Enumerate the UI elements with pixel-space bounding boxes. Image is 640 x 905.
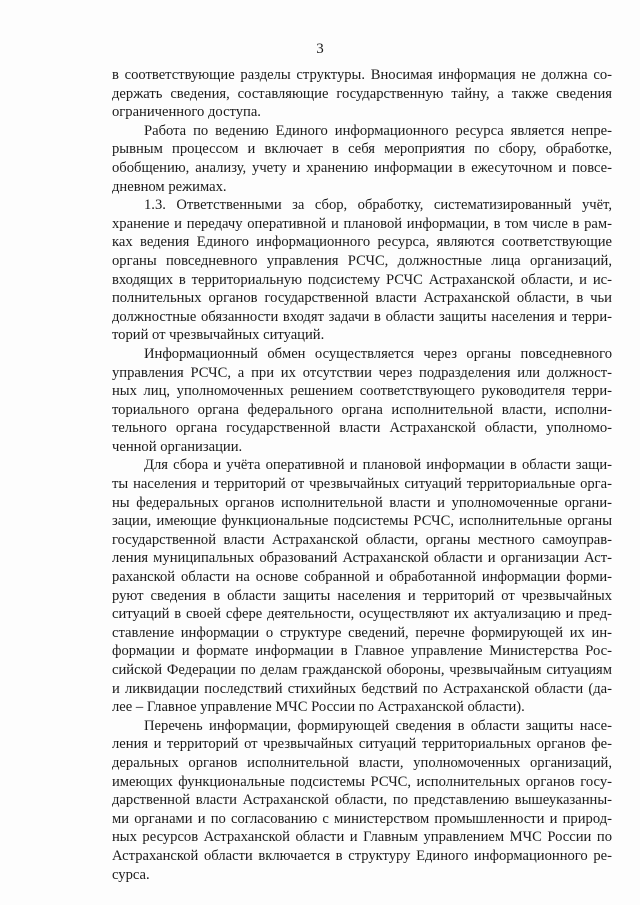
text-line: ных лиц, уполномоченных решением соответствующего руководителя терри- xyxy=(112,383,612,400)
text-line: дневном режимах. xyxy=(112,178,227,195)
text-line: обобщению, анализу, учету и хранению информации в ежесуточном и повсе- xyxy=(112,159,612,176)
paragraph xyxy=(112,456,612,716)
paragraph xyxy=(112,196,612,345)
text-line: имеющих функциональные подсистемы РСЧС, исполнительных органов госу- xyxy=(112,773,612,790)
document-body xyxy=(112,66,612,884)
text-line: тельного органа государственной власти Астраханской области, уполномо- xyxy=(112,420,612,437)
text-line: должностные обязанности входят задачи в области защиты населения и терри- xyxy=(112,308,612,325)
text-line: государственной власти Астраханской области, органы местного самоуправ- xyxy=(112,531,612,548)
text-line: деральных органов исполнительной власти, уполномоченных организаций, xyxy=(112,754,612,771)
text-line: рывным процессом и включает в себя мероприятия по сбору, обработке, xyxy=(112,141,612,158)
text-line: Перечень информации, формирующей сведения в области защиты насе- xyxy=(144,717,612,734)
paragraph xyxy=(112,717,612,884)
text-line: 1.3. Ответственными за сбор, обработку, систематизированный учёт, xyxy=(144,197,612,214)
text-line: органы повседневного управления РСЧС, должностные лица организаций, xyxy=(112,252,612,269)
text-line: ториального органа федерального органа исполнительной власти, исполни- xyxy=(112,401,612,418)
text-line: входящих в территориальную подсистему РСЧС Астраханской области, и ис- xyxy=(112,271,612,288)
text-line: дарственной власти Астраханской области, по представлению вышеуказанны- xyxy=(112,792,612,809)
paragraph xyxy=(112,122,612,196)
text-line: формации и формате информации в Главное управление Министерства Рос- xyxy=(112,643,612,660)
paragraph xyxy=(112,66,612,122)
text-line: руют сведения в области защиты населения и территорий от чрезвычайных xyxy=(112,587,612,604)
text-line: торий от чрезвычайных ситуаций. xyxy=(112,327,325,344)
text-line: ления и территорий от чрезвычайных ситуаций территориальных органов фе- xyxy=(112,736,612,753)
text-line: сийской Федерации по делам гражданской обороны, чрезвычайным ситуациям xyxy=(112,662,612,678)
text-line: лее – Главное управление МЧС России по Астраханской области). xyxy=(112,699,525,716)
text-line: зации, имеющие функциональные подсистемы РСЧС, исполнительные органы xyxy=(112,513,612,530)
text-line: ках ведения Единого информационного ресурса, являются соответствующие xyxy=(112,234,612,251)
text-line: ты населения и территорий от чрезвычайных ситуаций территориальные орга- xyxy=(112,476,612,493)
text-line: ны федеральных органов исполнительной власти и уполномоченные органи- xyxy=(112,494,612,511)
text-line: Информационный обмен осуществляется через органы повседневного xyxy=(144,345,612,362)
text-line: Для сбора и учёта оперативной и плановой информации в области защи- xyxy=(144,457,612,474)
page-number: 3 xyxy=(316,41,324,57)
paragraph xyxy=(112,345,612,457)
text-line: Астраханской области включается в структуру Единого информационного ре- xyxy=(112,847,612,864)
text-line: ления муниципальных образований Астраханской области и организации Аст- xyxy=(112,550,612,567)
text-line: ставление информации о структуре сведений, перечне формирующей их ин- xyxy=(112,624,612,641)
text-line: хранение и передачу оперативной и плановой информации, в том числе в рам- xyxy=(112,215,612,232)
text-line: управления РСЧС, а при их отсутствии через подразделения или должност- xyxy=(112,364,612,381)
text-line: ограниченного доступа. xyxy=(112,104,261,121)
text-line: полнительных органов государственной власти Астраханской области, в чьи xyxy=(112,290,612,307)
text-line: ных ресурсов Астраханской области и Главным управлением МЧС России по xyxy=(112,829,612,846)
text-line: Работа по ведению Единого информационного ресурса является непре- xyxy=(144,122,612,139)
text-line: раханской области на основе собранной и обработанной информации форми- xyxy=(112,569,612,586)
text-line: держать сведения, составляющие государственную тайну, а также сведения xyxy=(112,85,612,102)
text-line: ченной организации. xyxy=(112,438,243,455)
text-line: в соответствующие разделы структуры. Вносимая информация не должна со- xyxy=(112,67,612,83)
text-line: ситуаций в своей сфере деятельности, осуществляют их актуализацию и пред- xyxy=(112,606,612,623)
text-line: и ликвидации последствий стихийных бедствий по Астраханской области (да- xyxy=(112,680,612,697)
text-line: сурса. xyxy=(112,866,150,883)
text-line: ми органами и по согласованию с министерством промышленности и природ- xyxy=(112,810,612,827)
